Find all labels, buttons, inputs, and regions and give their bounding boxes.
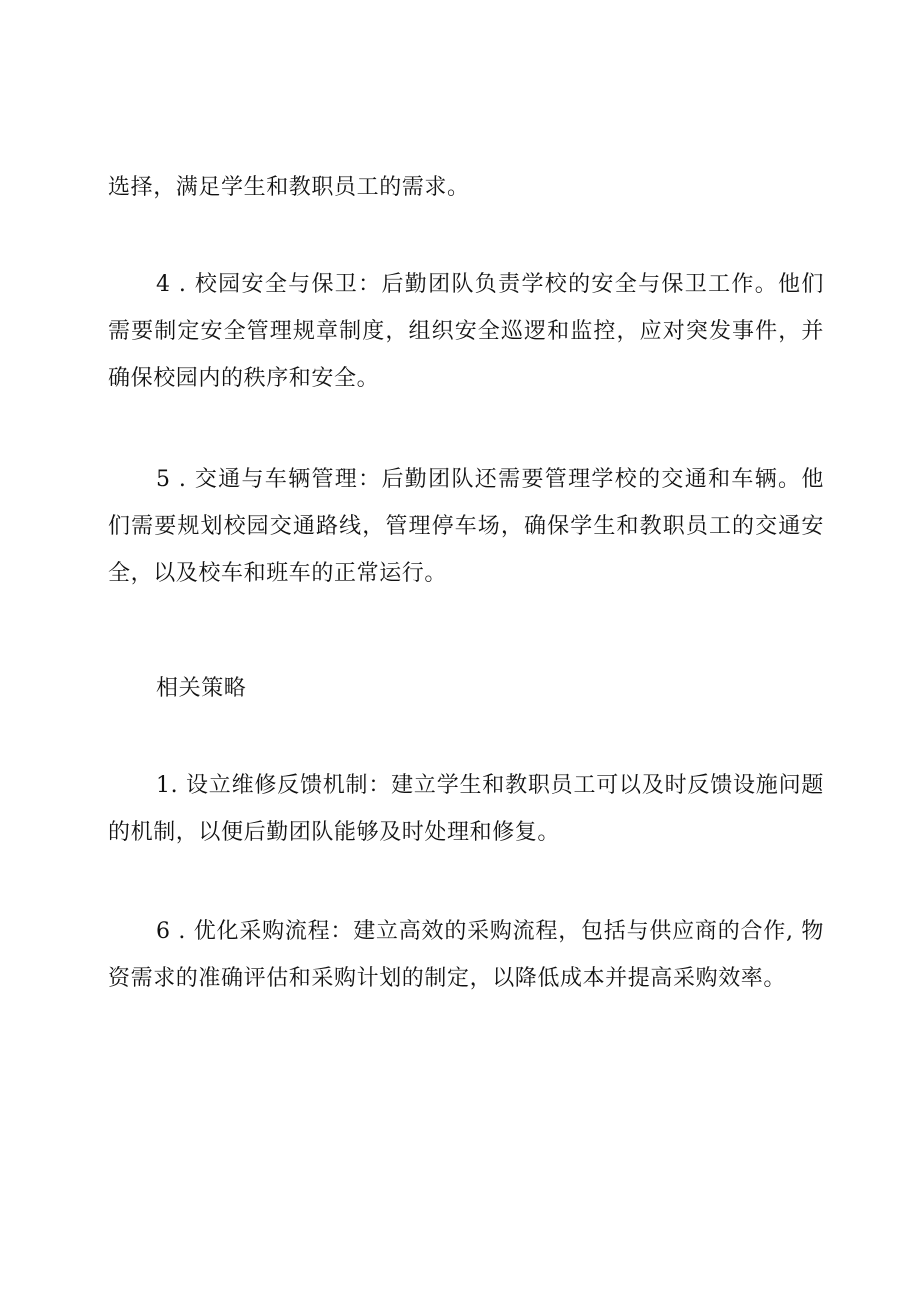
paragraph-traffic-vehicle-management: 5 . 交通与车辆管理：后勤团队还需要管理学校的交通和车辆。他们需要规划校园交通路线，管理停车场，确保学生和教职员工的交通安全，以及校车和班车的正常运行。 bbox=[108, 467, 824, 586]
strategy-maintenance-feedback: 1. 设立维修反馈机制：建立学生和教职员工可以及时反馈设施问题的机制，以便后勤团队能够及时处理和修复。 bbox=[108, 773, 824, 845]
strategy-procurement-optimization: 6 . 优化采购流程：建立高效的采购流程，包括与供应商的合作, 物资需求的准确评估和采购计划的制定，以降低成本并提高采购效率。 bbox=[108, 919, 824, 991]
section-heading-related-strategies: 相关策略 bbox=[156, 676, 247, 701]
paragraph-continuation: 选择，满足学生和教职员工的需求。 bbox=[108, 175, 470, 200]
paragraph-campus-security: 4 . 校园安全与保卫：后勤团队负责学校的安全与保卫工作。他们需要制定安全管理规章制度，组织安全巡逻和监控，应对突发事件，并确保校园内的秩序和安全。 bbox=[108, 272, 824, 391]
